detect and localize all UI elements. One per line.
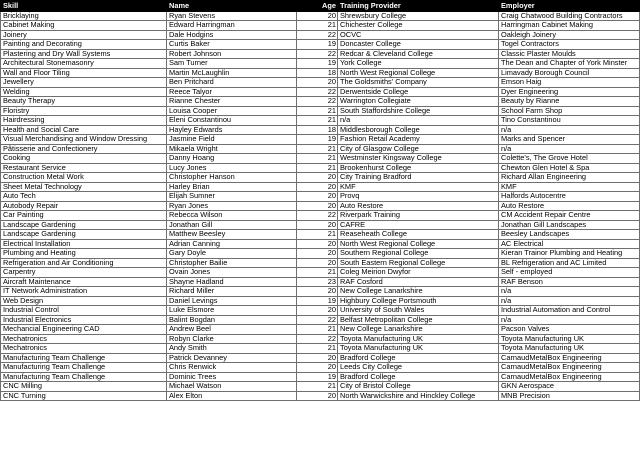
cell-name: Gary Doyle [167,249,297,259]
cell-training-provider: City of Bristol College [338,382,499,392]
cell-employer: Halfords Autocentre [499,192,640,202]
cell-skill: Autobody Repair [1,201,167,211]
table-row [1,277,640,287]
table-row [1,391,640,401]
cell-skill: Landscape Gardening [1,220,167,230]
cell-name: Luke Elsmore [167,306,297,316]
cell-training-provider: North West Regional College [338,239,499,249]
cell-skill: Manufacturing Team Challenge [1,353,167,363]
cell-skill: Health and Social Care [1,125,167,135]
cell-employer: MNB Precision [499,391,640,401]
cell-age: 20 [297,363,338,373]
cell-training-provider: OCVC [338,30,499,40]
cell-skill: Visual Merchandising and Window Dressing [1,135,167,145]
cell-age: 22 [297,30,338,40]
table-row [1,182,640,192]
cell-age: 20 [297,220,338,230]
cell-skill: Hairdressing [1,116,167,126]
cell-name: Adrian Canning [167,239,297,249]
cell-name: Harley Brian [167,182,297,192]
table-row [1,239,640,249]
table-row [1,334,640,344]
cell-employer: BL Refrigeration and AC Limited [499,258,640,268]
cell-training-provider: City Training Bradford [338,173,499,183]
cell-skill: Sheet Metal Technology [1,182,167,192]
cell-age: 20 [297,287,338,297]
cell-name: Martin McLaughlin [167,68,297,78]
cell-employer: Chewton Glen Hotel & Spa [499,163,640,173]
cell-age: 20 [297,192,338,202]
cell-training-provider: Middlesborough College [338,125,499,135]
cell-age: 22 [297,97,338,107]
cell-age: 20 [297,249,338,259]
header-employer: Employer [499,1,640,12]
cell-employer: Toyota Manufacturing UK [499,334,640,344]
header-name: Name [167,1,297,12]
cell-name: Andrew Beel [167,325,297,335]
cell-name: Matthew Beesley [167,230,297,240]
cell-training-provider: RAF Cosford [338,277,499,287]
cell-training-provider: Westminster Kingsway College [338,154,499,164]
cell-age: 21 [297,21,338,31]
cell-name: Balint Bogdan [167,315,297,325]
table-row [1,363,640,373]
table-row [1,106,640,116]
table-row [1,68,640,78]
cell-age: 20 [297,11,338,21]
cell-age: 21 [297,230,338,240]
table-row [1,372,640,382]
table-row [1,249,640,259]
cell-employer: Tino Constantinou [499,116,640,126]
table-body [1,11,640,401]
cell-age: 21 [297,163,338,173]
cell-age: 21 [297,144,338,154]
cell-age: 19 [297,59,338,69]
cell-employer: Togel Contractors [499,40,640,50]
cell-employer: Jonathan Gill Landscapes [499,220,640,230]
cell-age: 20 [297,182,338,192]
cell-training-provider: Fashion Retail Academy [338,135,499,145]
cell-skill: Welding [1,87,167,97]
table-row [1,154,640,164]
cell-age: 20 [297,306,338,316]
cell-employer: CarnaudMetalBox Engineering [499,353,640,363]
cell-age: 21 [297,325,338,335]
cell-employer: Emson Haig [499,78,640,88]
cell-training-provider: The Goldsmiths' Company [338,78,499,88]
cell-skill: IT Network Administration [1,287,167,297]
cell-age: 21 [297,382,338,392]
cell-employer: Toyota Manufacturing UK [499,344,640,354]
cell-skill: Electrical Installation [1,239,167,249]
cell-employer: Auto Restore [499,201,640,211]
cell-training-provider: University of South Wales [338,306,499,316]
cell-skill: Architectural Stonemasonry [1,59,167,69]
cell-skill: Restaurant Service [1,163,167,173]
cell-age: 20 [297,173,338,183]
cell-skill: Beauty Therapy [1,97,167,107]
cell-age: 20 [297,258,338,268]
cell-employer: Oakleigh Joinery [499,30,640,40]
cell-employer: Harringman Cabinet Making [499,21,640,31]
cell-skill: Manufacturing Team Challenge [1,372,167,382]
cell-skill: Bricklaying [1,11,167,21]
cell-age: 22 [297,334,338,344]
table-row [1,353,640,363]
cell-training-provider: Highbury College Portsmouth [338,296,499,306]
header-skill: Skill [1,1,167,12]
cell-skill: Painting and Decorating [1,40,167,50]
cell-name: Lucy Jones [167,163,297,173]
cell-training-provider: North Warwickshire and Hinckley College [338,391,499,401]
cell-training-provider: Reaseheath College [338,230,499,240]
cell-employer: n/a [499,296,640,306]
cell-name: Michael Watson [167,382,297,392]
cell-training-provider: York College [338,59,499,69]
table-row [1,11,640,21]
cell-training-provider: Southern Regional College [338,249,499,259]
cell-skill: Mechancial Engineering CAD [1,325,167,335]
cell-name: Rebecca Wilson [167,211,297,221]
cell-employer: Pacson Valves [499,325,640,335]
cell-name: Andy Smith [167,344,297,354]
cell-age: 20 [297,353,338,363]
cell-name: Elijah Sumner [167,192,297,202]
cell-age: 19 [297,372,338,382]
cell-age: 19 [297,40,338,50]
cell-employer: Richard Allan Engineering [499,173,640,183]
cell-skill: Manufacturing Team Challenge [1,363,167,373]
table-row [1,296,640,306]
table-row [1,192,640,202]
table-row [1,315,640,325]
cell-name: Shayne Hadland [167,277,297,287]
cell-employer: Classic Plaster Moulds [499,49,640,59]
cell-name: Daniel Levings [167,296,297,306]
cell-age: 21 [297,106,338,116]
cell-skill: Plastering and Dry Wall Systems [1,49,167,59]
cell-age: 22 [297,87,338,97]
cell-age: 21 [297,344,338,354]
cell-skill: Landscape Gardening [1,230,167,240]
cell-employer: Dyer Engineering [499,87,640,97]
table-row [1,306,640,316]
cell-name: Hayley Edwards [167,125,297,135]
cell-age: 18 [297,68,338,78]
cell-skill: Mechatronics [1,344,167,354]
cell-training-provider: Toyota Manufacturing UK [338,344,499,354]
cell-employer: AC Electrical [499,239,640,249]
cell-employer: GKN Aerospace [499,382,640,392]
cell-skill: CNC Turning [1,391,167,401]
cell-training-provider: Doncaster College [338,40,499,50]
cell-name: Edward Harringman [167,21,297,31]
table-row [1,287,640,297]
table-row [1,87,640,97]
cell-training-provider: Coleg Meirion Dwyfor [338,268,499,278]
cell-training-provider: New College Lanarkshire [338,287,499,297]
cell-training-provider: Riverpark Training [338,211,499,221]
cell-training-provider: n/a [338,116,499,126]
table-row [1,258,640,268]
cell-training-provider: South Eastern Regional College [338,258,499,268]
cell-employer: Kieran Trainor Plumbing and Heating [499,249,640,259]
table-row [1,325,640,335]
cell-age: 21 [297,268,338,278]
cell-employer: n/a [499,315,640,325]
cell-skill: Auto Tech [1,192,167,202]
cell-name: Chris Renwick [167,363,297,373]
header-age: Age [297,1,338,12]
cell-employer: RAF Benson [499,277,640,287]
cell-skill: Cooking [1,154,167,164]
table-row [1,230,640,240]
cell-skill: CNC Milling [1,382,167,392]
cell-age: 18 [297,125,338,135]
table-row [1,97,640,107]
cell-skill: Jewellery [1,78,167,88]
cell-skill: Carpentry [1,268,167,278]
cell-name: Dale Hodgins [167,30,297,40]
cell-age: 23 [297,277,338,287]
cell-skill: Web Design [1,296,167,306]
cell-training-provider: Toyota Manufacturing UK [338,334,499,344]
cell-skill: Plumbing and Heating [1,249,167,259]
cell-age: 20 [297,78,338,88]
cell-age: 19 [297,135,338,145]
cell-employer: Craig Chatwood Building Contractors [499,11,640,21]
cell-skill: Joinery [1,30,167,40]
cell-employer: Beauty by Rianne [499,97,640,107]
cell-skill: Aircraft Maintenance [1,277,167,287]
table-row [1,40,640,50]
cell-employer: CarnaudMetalBox Engineering [499,363,640,373]
cell-training-provider: Belfast Metropolitan College [338,315,499,325]
header-training-provider: Training Provider [338,1,499,12]
cell-skill: Wall and Floor Tiling [1,68,167,78]
cell-employer: n/a [499,287,640,297]
cell-employer: Marks and Spencer [499,135,640,145]
cell-age: 22 [297,315,338,325]
cell-skill: Car Painting [1,211,167,221]
cell-name: Alex Elton [167,391,297,401]
cell-name: Patrick Devanney [167,353,297,363]
cell-name: Richard Miller [167,287,297,297]
cell-employer: CM Accident Repair Centre [499,211,640,221]
table-row [1,211,640,221]
cell-training-provider: Redcar & Cleveland College [338,49,499,59]
cell-training-provider: City of Glasgow College [338,144,499,154]
cell-name: Eleni Constantinou [167,116,297,126]
cell-age: 21 [297,154,338,164]
table-row [1,220,640,230]
cell-training-provider: Chichester College [338,21,499,31]
cell-name: Robert Johnson [167,49,297,59]
cell-training-provider: Shrewsbury College [338,11,499,21]
cell-training-provider: North West Regional College [338,68,499,78]
cell-age: 20 [297,391,338,401]
cell-employer: n/a [499,144,640,154]
cell-training-provider: Warrington Collegiate [338,97,499,107]
cell-employer: CarnaudMetalBox Engineering [499,372,640,382]
cell-age: 20 [297,239,338,249]
cell-name: Ben Pritchard [167,78,297,88]
cell-name: Danny Hoang [167,154,297,164]
cell-skill: Cabinet Making [1,21,167,31]
cell-name: Louisa Cooper [167,106,297,116]
cell-name: Christopher Hanson [167,173,297,183]
cell-employer: The Dean and Chapter of York Minster [499,59,640,69]
cell-skill: Refrigeration and Air Conditioning [1,258,167,268]
table-row [1,125,640,135]
table-row [1,78,640,88]
cell-training-provider: South Staffordshire College [338,106,499,116]
cell-employer: School Farm Shop [499,106,640,116]
cell-name: Sam Turner [167,59,297,69]
table-row [1,268,640,278]
cell-name: Robyn Clarke [167,334,297,344]
cell-employer: Colette's, The Grove Hotel [499,154,640,164]
table-row [1,59,640,69]
cell-name: Ryan Stevens [167,11,297,21]
table-row [1,144,640,154]
table-row [1,201,640,211]
cell-age: 20 [297,201,338,211]
cell-skill: Industrial Control [1,306,167,316]
cell-age: 22 [297,211,338,221]
cell-employer: Industrial Automation and Control [499,306,640,316]
table-row [1,116,640,126]
cell-employer: KMF [499,182,640,192]
cell-employer: Self - employed [499,268,640,278]
cell-training-provider: Bradford College [338,372,499,382]
cell-name: Jasmine Field [167,135,297,145]
cell-training-provider: New College Lanarkshire [338,325,499,335]
cell-name: Reece Talyor [167,87,297,97]
table-row [1,49,640,59]
cell-name: Rianne Chester [167,97,297,107]
table-row [1,344,640,354]
cell-training-provider: Brookenhurst College [338,163,499,173]
cell-skill: Mechatronics [1,334,167,344]
cell-skill: Floristry [1,106,167,116]
cell-training-provider: Provq [338,192,499,202]
cell-training-provider: CAFRE [338,220,499,230]
table-row [1,30,640,40]
cell-name: Jonathan Gill [167,220,297,230]
cell-name: Christopher Bailie [167,258,297,268]
cell-age: 21 [297,116,338,126]
cell-skill: Construction Metal Work [1,173,167,183]
table-row [1,163,640,173]
cell-name: Ovain Jones [167,268,297,278]
cell-training-provider: KMF [338,182,499,192]
cell-name: Dominic Trees [167,372,297,382]
header-row [1,1,640,12]
cell-age: 22 [297,49,338,59]
table-row [1,382,640,392]
cell-employer: Beesley Landscapes [499,230,640,240]
table-row [1,21,640,31]
cell-name: Curtis Baker [167,40,297,50]
cell-training-provider: Leeds City College [338,363,499,373]
table-row [1,135,640,145]
cell-training-provider: Derwentside College [338,87,499,97]
cell-skill: Industrial Electronics [1,315,167,325]
table-row [1,173,640,183]
cell-age: 19 [297,296,338,306]
cell-employer: Limavady Borough Council [499,68,640,78]
cell-name: Ryan Jones [167,201,297,211]
cell-training-provider: Bradford College [338,353,499,363]
cell-name: Mikaela Wright [167,144,297,154]
cell-skill: Pâtisserie and Confectionery [1,144,167,154]
cell-employer: n/a [499,125,640,135]
cell-training-provider: Auto Restore [338,201,499,211]
